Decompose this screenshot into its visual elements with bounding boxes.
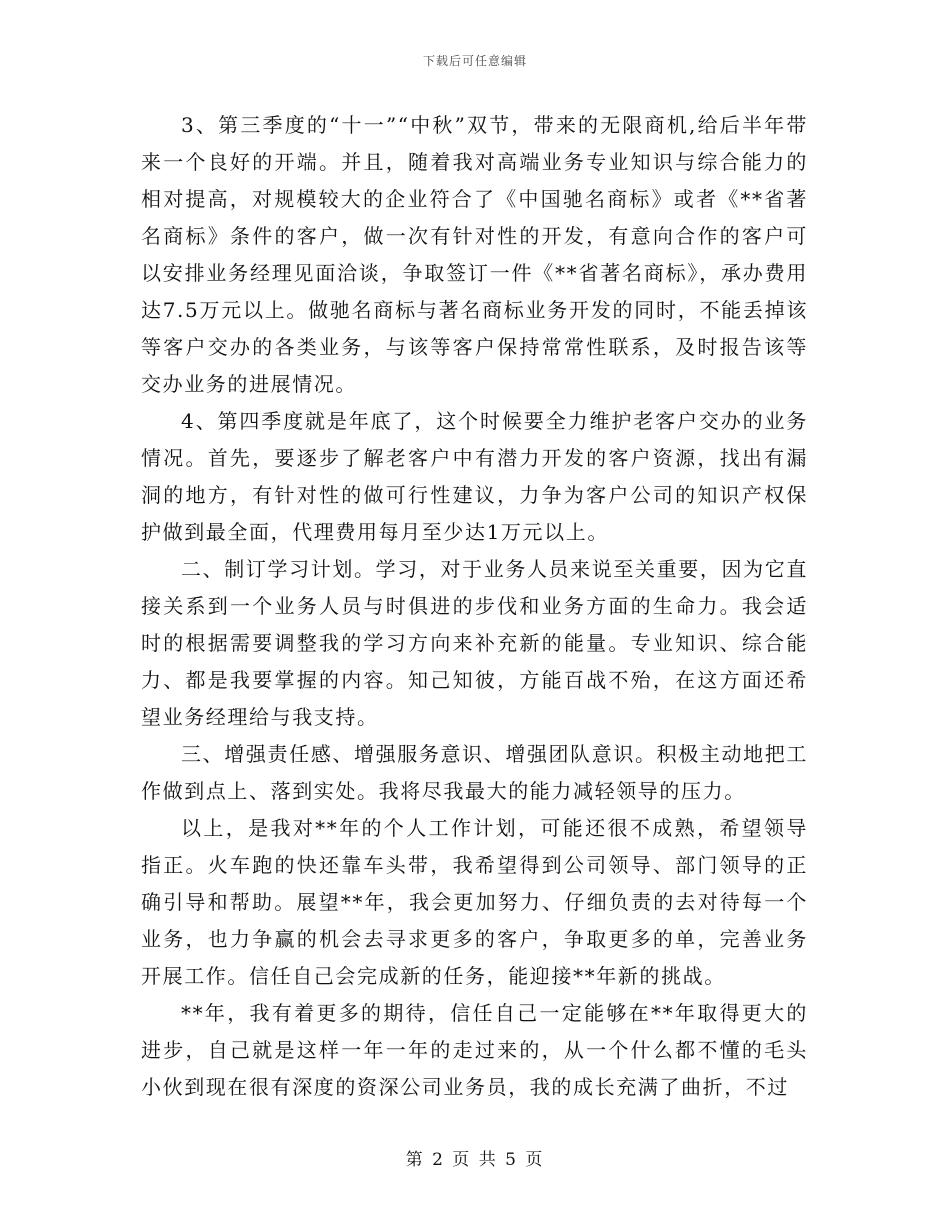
page-number: 第 2 页 共 5 页 (405, 1150, 545, 1170)
document-body (141, 107, 808, 1106)
paragraph-q4-plan: 4、第四季度就是年底了，这个时候要全力维护老客户交办的业务情况。首先，要逐步了解老客户中有潜力开发的客户资源，找出有漏洞的地方，有针对性的做可行性建议，力争为客户公司的知识产权保护做到最全面，代理费用每月至少达1万元以上。 (141, 409, 808, 544)
paragraph-q3-plan: 3、第三季度的“十一”“中秋”双节，带来的无限商机,给后半年带来一个良好的开端。并且，随着我对高端业务专业知识与综合能力的相对提高，对规模较大的企业符合了《中国驰名商标》或者《**省著名商标》条件的客户，做一次有针对性的开发，有意向合作的客户可以安排业务经理见面洽谈，争取签订一件《**省著名商标》，承办费用达7.5万元以上。做驰名商标与著名商标业务开发的同时，不能丢掉该等客户交办的各类业务，与该等客户保持常常性联系，及时报告该等交办业务的进展情况。 (141, 113, 808, 396)
paragraph-responsibility: 三、增强责任感、增强服务意识、增强团队意识。积极主动地把工作做到点上、落到实处。我将尽我最大的能力减轻领导的压力。 (141, 742, 808, 803)
paragraph-expectation: **年，我有着更多的期待，信任自己一定能够在**年取得更大的进步，自己就是这样一年一年的走过来的，从一个什么都不懂的毛头小伙到现在很有深度的资深公司业务员，我的成长充满了曲折，不过 (141, 1001, 808, 1099)
paragraph-summary: 以上，是我对**年的个人工作计划，可能还很不成熟，希望领导指正。火车跑的快还靠车头带，我希望得到公司领导、部门领导的正确引导和帮助。展望**年，我会更加努力、仔细负责的去对待每一个业务，也力争赢的机会去寻求更多的客户，争取更多的单，完善业务开展工作。信任自己会完成新的任务，能迎接**年新的挑战。 (141, 816, 808, 988)
paragraph-study-plan: 二、制订学习计划。学习，对于业务人员来说至关重要，因为它直接关系到一个业务人员与时俱进的步伐和业务方面的生命力。我会适时的根据需要调整我的学习方向来补充新的能量。专业知识、综合能力、都是我要掌握的内容。知己知彼，方能百战不殆，在这方面还希望业务经理给与我支持。 (141, 557, 808, 729)
header-note: 下载后可任意编辑 (422, 54, 527, 68)
